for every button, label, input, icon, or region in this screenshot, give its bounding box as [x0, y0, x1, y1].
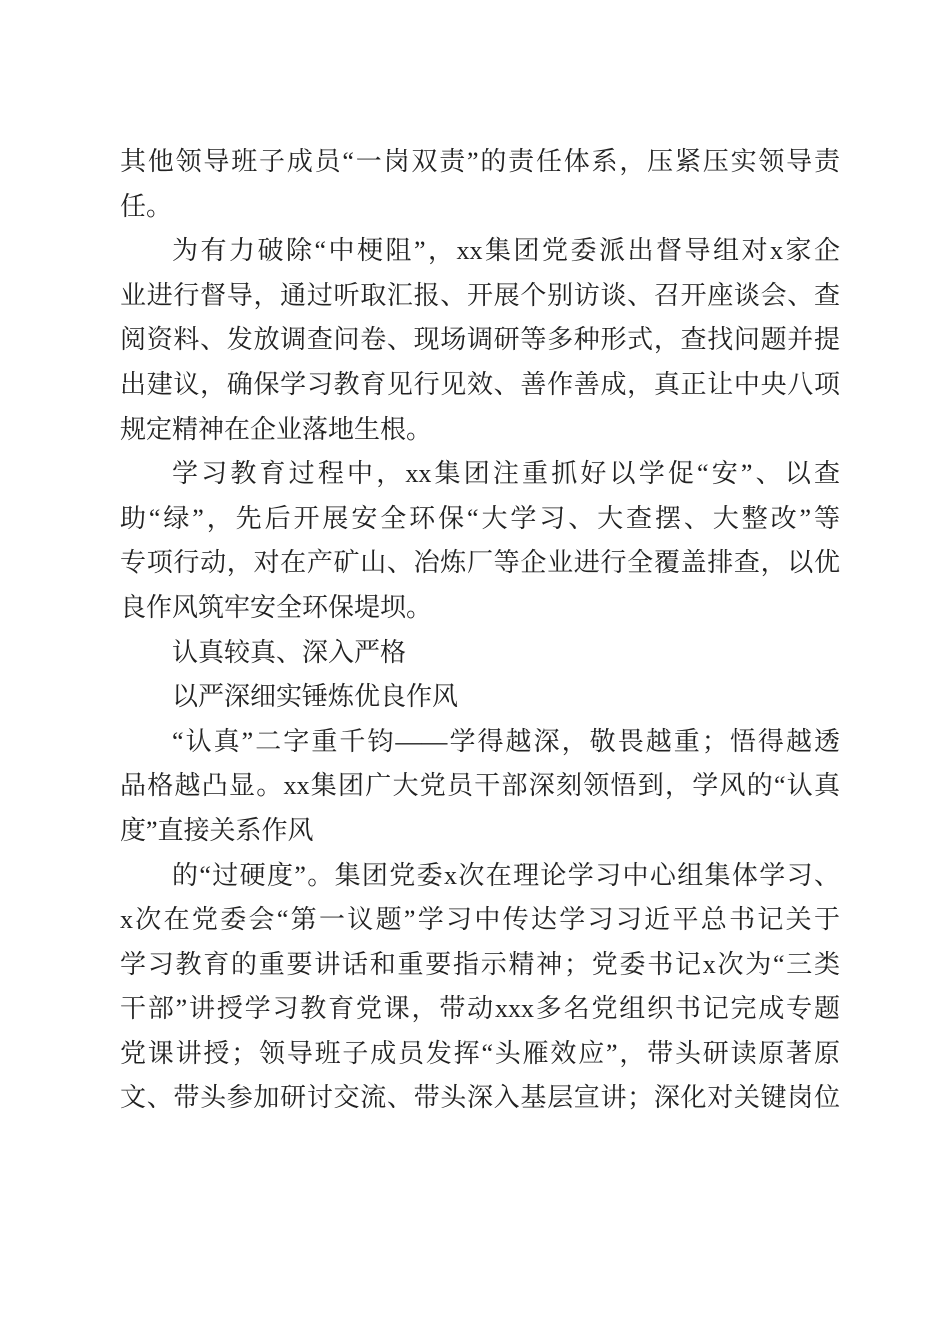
text-line: 的“过硬度”。集团党委x次在理论学习中心组集体学习、	[172, 860, 840, 890]
text-line: 以严深细实锤炼优良作风	[172, 682, 459, 712]
text-line: 助“绿”，先后开展安全环保“大学习、大查摆、大整改”等	[120, 503, 840, 533]
text-line: 品格越凸显。xx集团广大党员干部深刻领悟到，学风的“认真	[120, 771, 840, 801]
text-line: 规定精神在企业落地生根。	[120, 414, 433, 444]
text-line: 文、带头参加研讨交流、带头深入基层宣讲；深化对关键岗位	[120, 1083, 840, 1113]
text-line: 学习教育的重要讲话和重要指示精神；党委书记x次为“三类	[120, 949, 840, 979]
text-line: 良作风筑牢安全环保堤坝。	[120, 592, 433, 622]
text-line: 其他领导班子成员“一岗双责”的责任体系，压紧压实领导责	[120, 147, 840, 176]
document-body	[120, 140, 840, 1121]
text-line: 为有力破除“中梗阻”，xx集团党委派出督导组对x家企	[172, 236, 840, 266]
text-line: 专项行动，对在产矿山、冶炼厂等企业进行全覆盖排查，以优	[120, 548, 840, 578]
text-line: 度”直接关系作风	[120, 815, 314, 845]
text-line: “认真”二字重千钧——学得越深，敬畏越重；悟得越透	[172, 726, 840, 756]
text-line: 认真较真、深入严格	[172, 637, 407, 667]
text-line: 学习教育过程中，xx集团注重抓好以学促“安”、以查	[172, 459, 840, 489]
text-line: 业进行督导，通过听取汇报、开展个别访谈、召开座谈会、查	[120, 280, 840, 310]
text-line: 阅资料、发放调查问卷、现场调研等多种形式，查找问题并提	[120, 325, 840, 355]
text-line: 出建议，确保学习教育见行见效、善作善成，真正让中央八项	[120, 369, 840, 399]
text-line: 干部”讲授学习教育党课，带动xxx多名党组织书记完成专题	[120, 994, 840, 1024]
text-line: 党课讲授；领导班子成员发挥“头雁效应”，带头研读原著原	[120, 1038, 840, 1068]
text-line: 任。	[120, 191, 173, 221]
text-line: x次在党委会“第一议题”学习中传达学习习近平总书记关于	[120, 905, 840, 935]
